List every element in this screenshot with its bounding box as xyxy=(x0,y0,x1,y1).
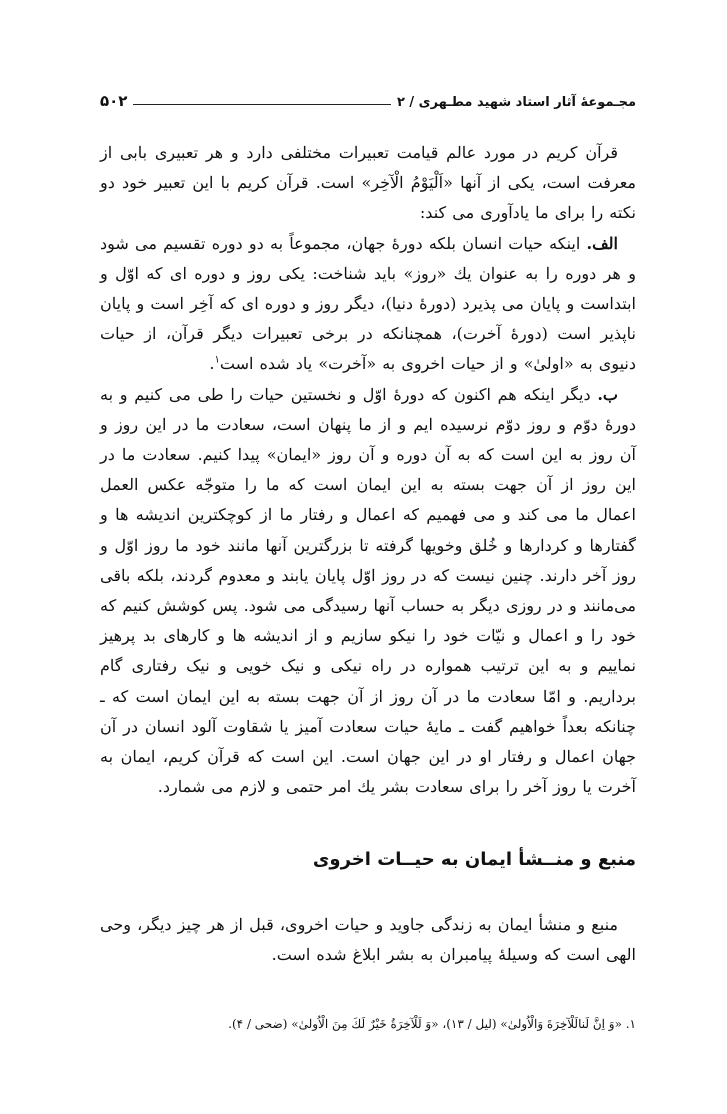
section-heading: منبع و منــشأ ایمان به حیــات اخروی xyxy=(312,849,636,870)
point-b-label: ب. xyxy=(597,384,618,404)
footnote-ref: ۱ xyxy=(214,355,220,367)
point-b-text: دیگر اینکه هم اکنون که دورهٔ اوّل و نخستین حیات را طی می کنیم و به دورهٔ دوّم و روز دوّم نرسیده ایم و از ما پنهان است، سعادت ما در این روز و آن روز به این است که به آن دوره و آن روز «ایمان» پیدا کنیم. سعادت ما در این روز از آن جهت بسته به این ایمان است که ما را متوجّه عکس العمل اعمال ما می کند و می فهمیم که اعمال و رفتار ما از کوچکترین اندیشه ها و گفتارها و کردارها و خُلق وخویها گرفته تا بزرگترین آنها مانند خود ما روز اوّل و روز آخر دارند. چنین نیست که در روز اوّل پایان یابند و معدوم گردند، بلکه باقی می‌مانند و در روزی دیگر به حساب آنها رسیدگی می شود. پس کوشش کنیم که خود را و اعمال و نیّات خود را نیکو سازیم و از اندیشه ها و کارهای بد پرهیز نماییم و به این ترتیب همواره در راه نیکی و نیک خویی و نیک رفتاری گام برداریم. و امّا سعادت ما در آن روز از آن جهت بسته به این ایمان است که ـ چنانکه بعداً خواهیم گفت ـ مایهٔ حیات سعادت آمیز یا شقاوت آلود انسان در آن جهان اعمال و رفتار او در این جهان است. این است که قرآن کریم، ایمان به آخرت یا روز آخر را برای سعادت بشر یك امر حتمی و لازم می شمارد. xyxy=(100,384,637,797)
section-paragraph: منبع و منشأ ایمان به زندگی جاوید و حیات اخروی، قبل از هر چیز دیگر، وحی الهی است که وسیلهٔ پیامبران به بشر ابلاغ شده است. xyxy=(100,915,636,965)
point-a-text: اینکه حیات انسان بلکه دورهٔ جهان، مجموعاً به دو دوره تقسیم می شود و هر دوره را به عنوان یك «روز» باید شناخت: یکی روز و دوره ای که اوّل و ابتداست و پایان می پذیرد (دورهٔ دنیا)، دیگر روز و دوره ای که آخِر است و پایان ناپذیر است (دورهٔ آخرت)، همچنانکه در برخی تعبیرات دیگر قرآن، از حیات دنیوی به «اولیٰ» و از حیات اخروی به «آخرت» یاد شده است xyxy=(100,233,636,374)
book-title: مجـموعهٔ آثار استاد شهید مطـهری / ۲ xyxy=(396,95,636,110)
point-a-paragraph xyxy=(100,229,636,380)
point-b-paragraph xyxy=(100,380,636,803)
header-rule xyxy=(133,104,390,105)
running-header xyxy=(100,86,636,114)
intro-paragraph: قرآن کریم در مورد عالم قیامت تعبیرات مختلفی دارد و هر تعبیری بابی از معرفت است، یکی از آنها «اَلْیَوْمُ الْآخِر» است. قرآن کریم با این تعبیر خود دو نکته را برای ما یادآوری می کند: xyxy=(100,143,636,223)
page-number: ۵۰۲ xyxy=(100,92,128,110)
point-a-label: الف. xyxy=(586,233,618,253)
point-a-end: . xyxy=(209,354,215,374)
main-text xyxy=(100,138,636,802)
footnote: ۱. «وَ اِنَّ لَنالَلْآخِرَةَ وَالْاُولیٰ» (لیل / ۱۳)، «وَ لَلْآخِرَةُ خَیْرٌ لَكَ مِنَ الْاُولیٰ» (ضحی / ۴). xyxy=(228,1017,636,1031)
section-body xyxy=(100,910,636,970)
